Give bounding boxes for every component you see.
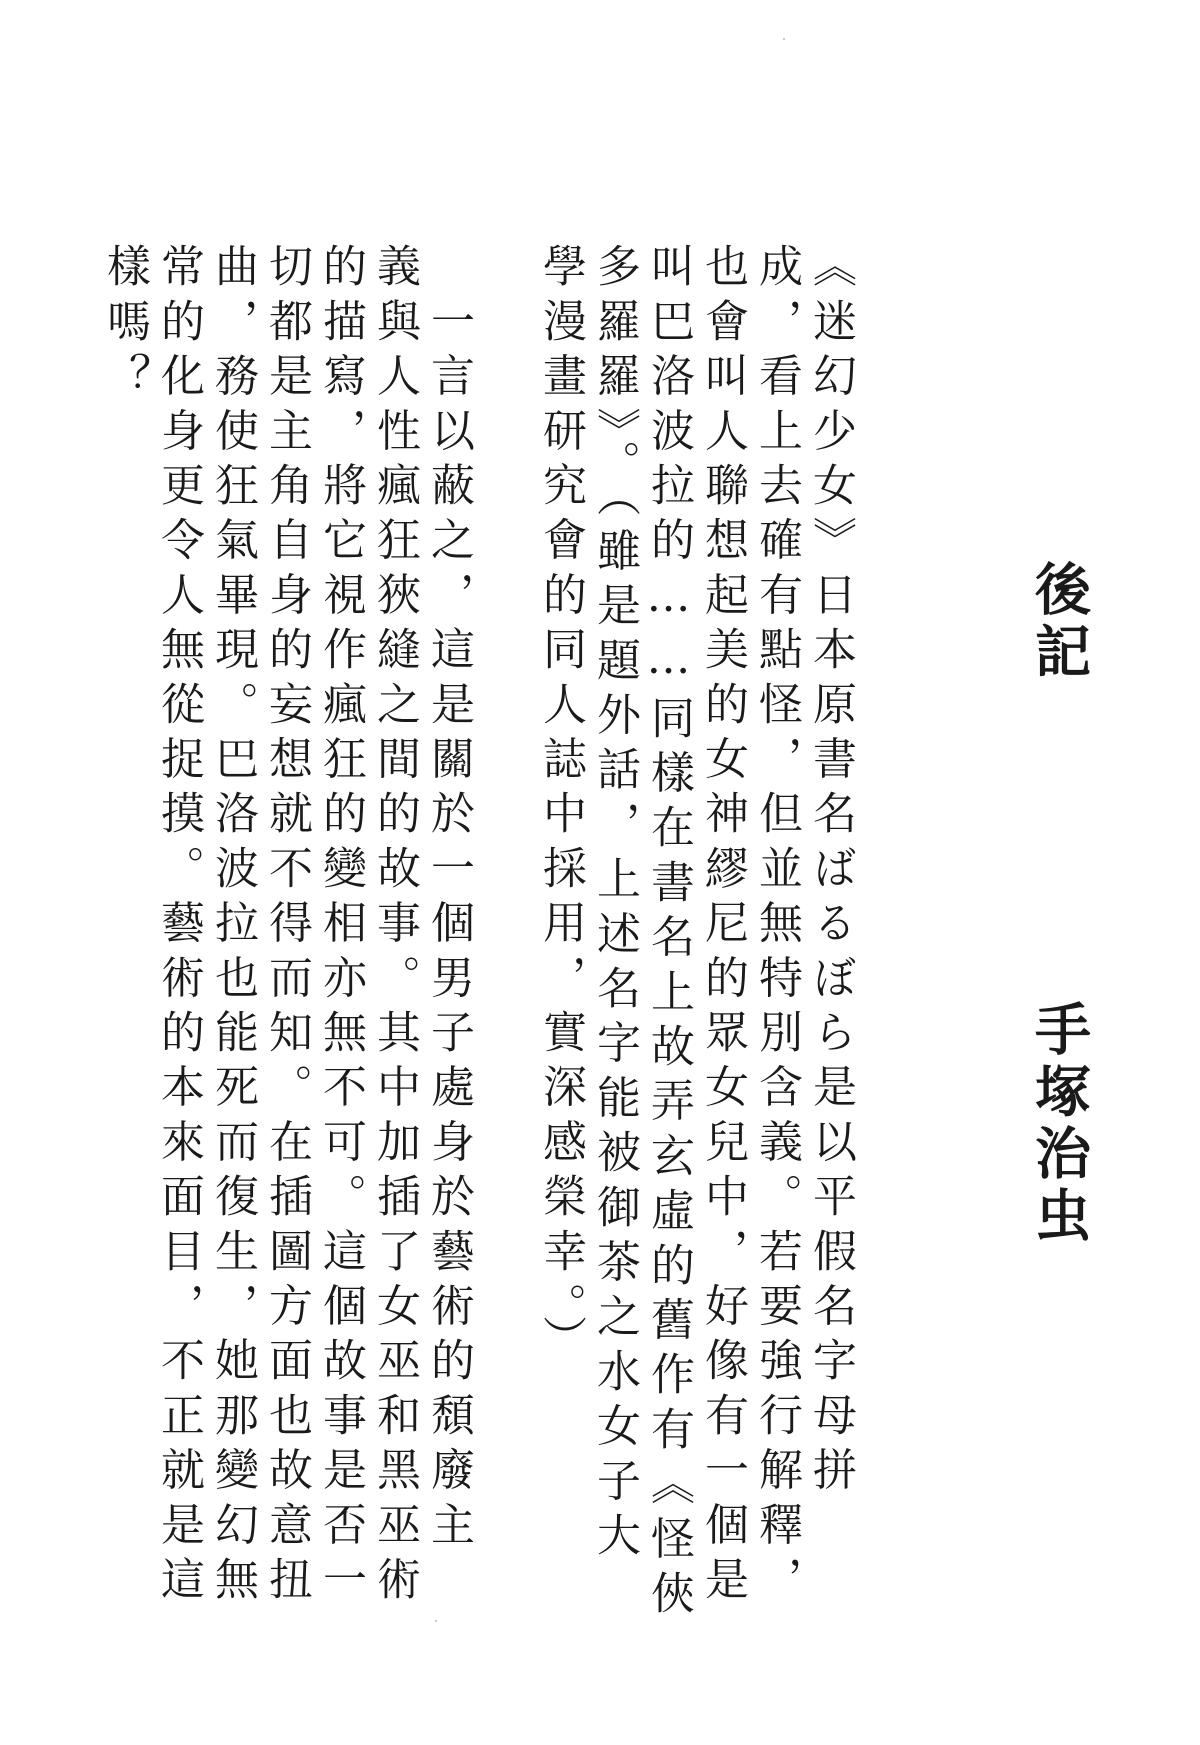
text-column-9: 切都是主角自身的妄想就不得而知。在插圖方面也故意扭 <box>261 243 312 1611</box>
text-column-1: 成，看上去確有點怪，但並無特別含義。若要強行解釋， <box>751 243 802 1611</box>
text-column-10: 曲，務使狂氣畢現。巴洛波拉也能死而復生，她那變幻無 <box>207 243 258 1611</box>
afterword-title: 後記 <box>1026 560 1091 684</box>
text-column-11: 常的化身更令人無從捉摸。藝術的本來面目，不正就是這 <box>153 243 204 1611</box>
text-column-8: 的描寫，將它視作瘋狂的變相亦無不可。這個故事是否一 <box>315 243 366 1611</box>
text-column-6: 一言以蔽之，這是關於一個男子處身於藝術的頹廢主 <box>423 243 474 1556</box>
text-column-0: 《迷幻少女》日本原書名ばるぼら是以平假名字母拼 <box>805 243 856 1502</box>
text-column-2: 也會叫人聯想起美的女神繆尼的眾女兒中，好像有一個是 <box>697 243 748 1611</box>
paper-speck <box>435 1620 437 1622</box>
author-name: 手塚治虫 <box>1026 1000 1091 1248</box>
text-column-3: 叫巴洛波拉的……同樣在書名上故弄玄虛的舊作有《怪俠 <box>643 243 694 1625</box>
text-column-7: 義與人性瘋狂狹縫之間的故事。其中加插了女巫和黑巫術 <box>369 243 420 1611</box>
text-column-5: 學漫畫研究會的同人誌中採用，實深感榮幸。） <box>535 243 586 1370</box>
paper-speck <box>783 38 785 40</box>
text-column-4: 多羅羅》。（雖是題外話，上述名字能被御茶之水女子大 <box>589 243 640 1567</box>
text-column-12: 樣嗎？ <box>99 243 150 408</box>
